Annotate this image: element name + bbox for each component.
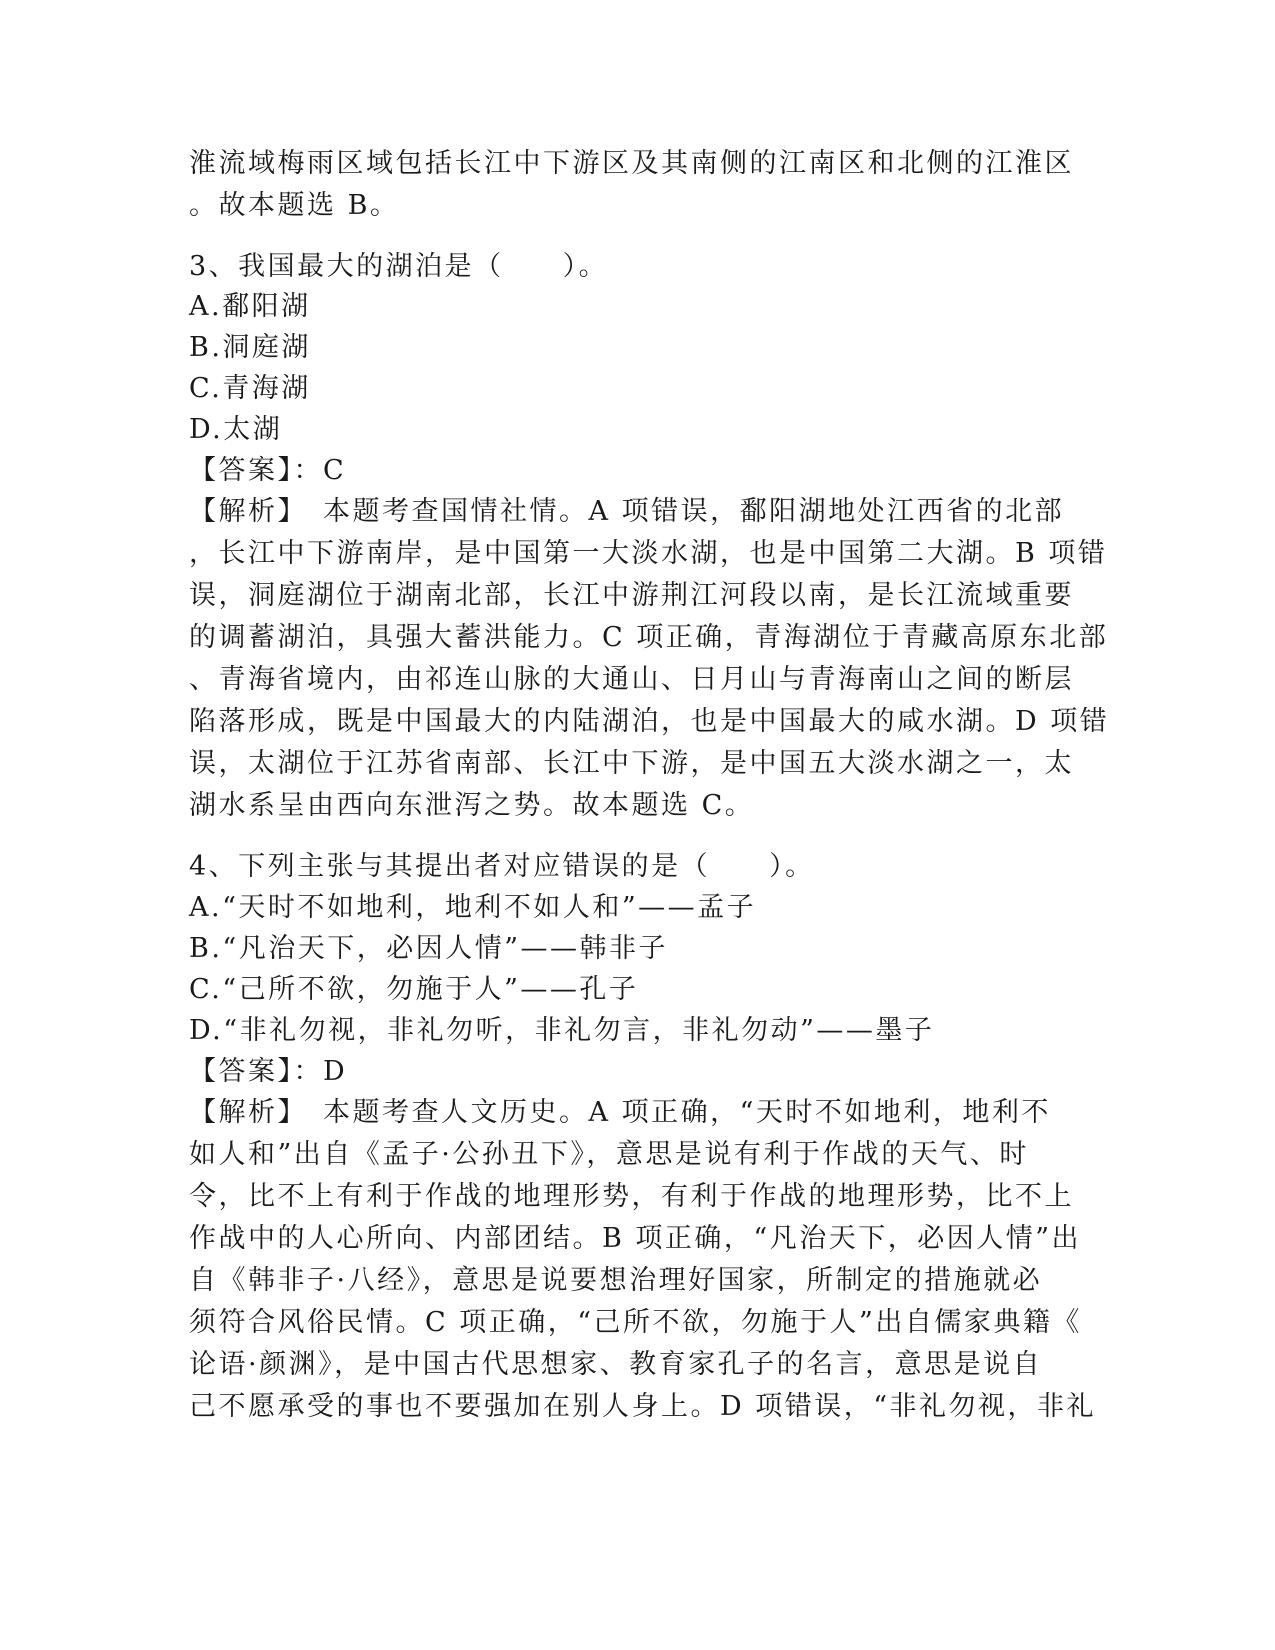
question-4-answer: 【答案】：D [189, 1056, 348, 1087]
question-3-option-b: B.洞庭湖 [189, 332, 311, 363]
question-4-analysis-line-3: 令，比不上有利于作战的地理形势，有利于作战的地理形势，比不上 [189, 1181, 1074, 1212]
question-3-text: 3、我国最大的湖泊是（ ）。 [189, 251, 609, 282]
question-4-analysis-line-5: 自《韩非子·八经》，意思是说要想治理好国家，所制定的措施就必 [189, 1265, 1043, 1296]
question-4-text: 4、下列主张与其提出者对应错误的是（ ）。 [189, 851, 815, 882]
intro-line-2: 。故本题选 B。 [189, 190, 400, 221]
question-4-analysis-line-2: 如人和”出自《孟子·公孙丑下》，意思是说有利于作战的天气、时 [189, 1139, 1029, 1170]
question-3-option-c: C.青海湖 [189, 373, 311, 404]
question-4-analysis-line-1: 【解析】 本题考查人文历史。A 项正确，“天时不如地利，地利不 [189, 1097, 1051, 1128]
question-4-analysis-line-6: 须符合风俗民情。C 项正确，“己所不欲，勿施于人”出自儒家典籍《 [189, 1307, 1082, 1338]
question-4-analysis-line-7: 论语·颜渊》，是中国古代思想家、教育家孔子的名言，意思是说自 [189, 1349, 1043, 1380]
question-3-analysis-line-6: 陷落形成，既是中国最大的内陆湖泊，也是中国最大的咸水湖。D 项错 [189, 706, 1110, 737]
question-4-analysis-line-8: 己不愿承受的事也不要强加在别人身上。D 项错误，“非礼勿视，非礼 [189, 1391, 1097, 1422]
question-4-option-b: B.“凡治天下，必因人情”——韩非子 [189, 933, 669, 964]
question-3-analysis-line-7: 误，太湖位于江苏省南部、长江中下游，是中国五大淡水湖之一，太 [189, 748, 1074, 779]
question-4-option-c: C.“己所不欲，勿施于人”——孔子 [189, 974, 639, 1005]
question-4-analysis-line-4: 作战中的人心所向、内部团结。B 项正确，“凡治天下，必因人情”出 [189, 1223, 1082, 1254]
question-3-option-d: D.太湖 [189, 414, 283, 445]
question-4-option-d: D.“非礼勿视，非礼勿听，非礼勿言，非礼勿动”——墨子 [189, 1015, 935, 1046]
question-3-analysis-line-4: 的调蓄湖泊，具强大蓄洪能力。C 项正确，青海湖位于青藏高原东北部 [189, 622, 1109, 653]
question-3-analysis-line-3: 误，洞庭湖位于湖南北部，长江中游荆江河段以南，是长江流域重要 [189, 580, 1074, 611]
question-4-option-a: A.“天时不如地利，地利不如人和”——孟子 [189, 892, 757, 923]
question-3-analysis-line-5: 、青海省境内，由祁连山脉的大通山、日月山与青海南山之间的断层 [189, 664, 1074, 695]
question-3-answer: 【答案】：C [189, 455, 347, 486]
question-3-analysis-line-2: ，长江中下游南岸，是中国第一大淡水湖，也是中国第二大湖。B 项错 [189, 538, 1108, 569]
question-3-analysis-line-8: 湖水系呈由西向东泄泻之势。故本题选 C。 [189, 790, 755, 821]
question-3-analysis-line-1: 【解析】 本题考查国情社情。A 项错误，鄱阳湖地处江西省的北部 [189, 496, 1065, 527]
intro-line-1: 淮流域梅雨区域包括长江中下游区及其南侧的江南区和北侧的江淮区 [189, 148, 1074, 179]
question-3-option-a: A.鄱阳湖 [189, 291, 311, 322]
